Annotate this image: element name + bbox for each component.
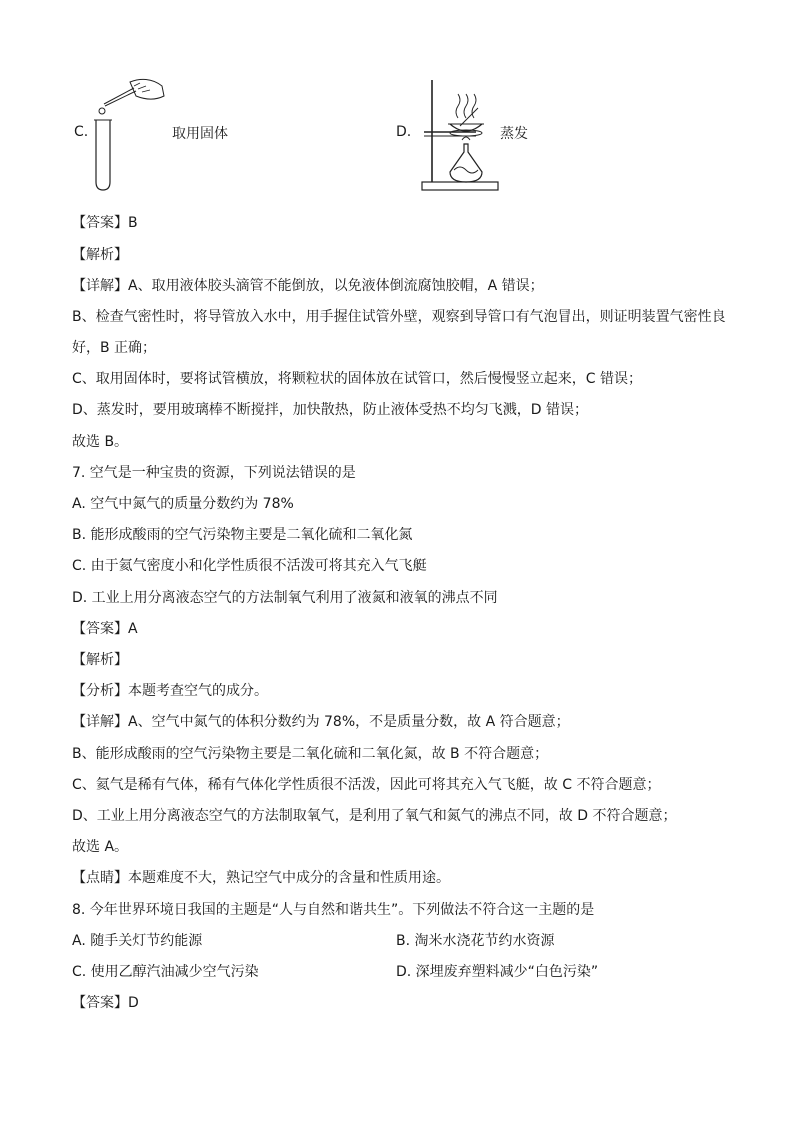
q7-detail-b: B、能形成酸雨的空气污染物主要是二氧化硫和二氧化氮，故 B 不符合题意；: [72, 746, 549, 762]
q6-analysis-heading: 【解析】: [72, 247, 128, 263]
option-c-letter: C.: [74, 124, 89, 140]
q8-stem: 8. 今年世界环境日我国的主题是“人与自然和谐共生”。下列做法不符合这一主题的是: [72, 902, 595, 918]
q8-option-c: C. 使用乙醇汽油减少空气污染: [72, 964, 259, 980]
q6-detail-b-line2: 好，B 正确；: [72, 340, 157, 356]
q7-detail-a: 【详解】A、空气中氮气的体积分数约为 78%，不是质量分数，故 A 符合题意；: [72, 714, 570, 730]
q6-detail-d: D、蒸发时，要用玻璃棒不断搅拌，加快散热，防止液体受热不均匀飞溅，D 错误；: [72, 402, 589, 418]
q7-stem: 7. 空气是一种宝贵的资源，下列说法错误的是: [72, 465, 356, 481]
q6-detail-c: C、取用固体时，要将试管横放，将颗粒状的固体放在试管口，然后慢慢竖立起来，C 错误；: [72, 371, 642, 387]
q8-option-b: B. 淘米水浇花节约水资源: [396, 933, 555, 949]
q7-fenxi: 【分析】本题考查空气的成分。: [72, 683, 268, 699]
option-c-caption: 取用固体: [172, 126, 228, 142]
q7-option-b: B. 能形成酸雨的空气污染物主要是二氧化硫和二氧化氮: [72, 527, 413, 543]
q7-option-d: D. 工业上用分离液态空气的方法制氧气利用了液氮和液氧的沸点不同: [72, 590, 498, 606]
q6-detail-a: 【详解】A、取用液体胶头滴管不能倒放，以免液体倒流腐蚀胶帽，A 错误；: [72, 278, 544, 294]
test-tube-solid-illustration: [90, 74, 180, 194]
q7-option-a: A. 空气中氮气的质量分数约为 78%: [72, 496, 294, 512]
option-d-caption: 蒸发: [500, 126, 528, 142]
q8-option-a: A. 随手关灯节约能源: [72, 933, 203, 949]
q6-answer: 【答案】B: [72, 215, 138, 231]
evaporation-apparatus-illustration: [420, 78, 500, 192]
q7-dianjing: 【点睛】本题难度不大，熟记空气中成分的含量和性质用途。: [72, 870, 450, 886]
q7-detail-c: C、氦气是稀有气体，稀有气体化学性质很不活泼，因此可将其充入气飞艇，故 C 不符合题意；: [72, 777, 661, 793]
q6-detail-b-line1: B、检查气密性时，将导管放入水中，用手握住试管外壁，观察到导管口有气泡冒出，则证明装置气密性良: [72, 309, 726, 325]
q6-conclusion: 故选 B。: [72, 434, 129, 450]
option-d-letter: D.: [396, 124, 412, 140]
q8-answer: 【答案】D: [72, 995, 139, 1011]
q7-option-c: C. 由于氦气密度小和化学性质很不活泼可将其充入气飞艇: [72, 558, 427, 574]
q7-analysis-heading: 【解析】: [72, 652, 128, 668]
q7-answer: 【答案】A: [72, 621, 138, 637]
q7-detail-d: D、工业上用分离液态空气的方法制取氧气，是利用了氧气和氮气的沸点不同，故 D 不符合题意；: [72, 808, 677, 824]
q8-option-d: D. 深埋废弃塑料减少“白色污染”: [396, 964, 599, 980]
q7-conclusion: 故选 A。: [72, 839, 129, 855]
